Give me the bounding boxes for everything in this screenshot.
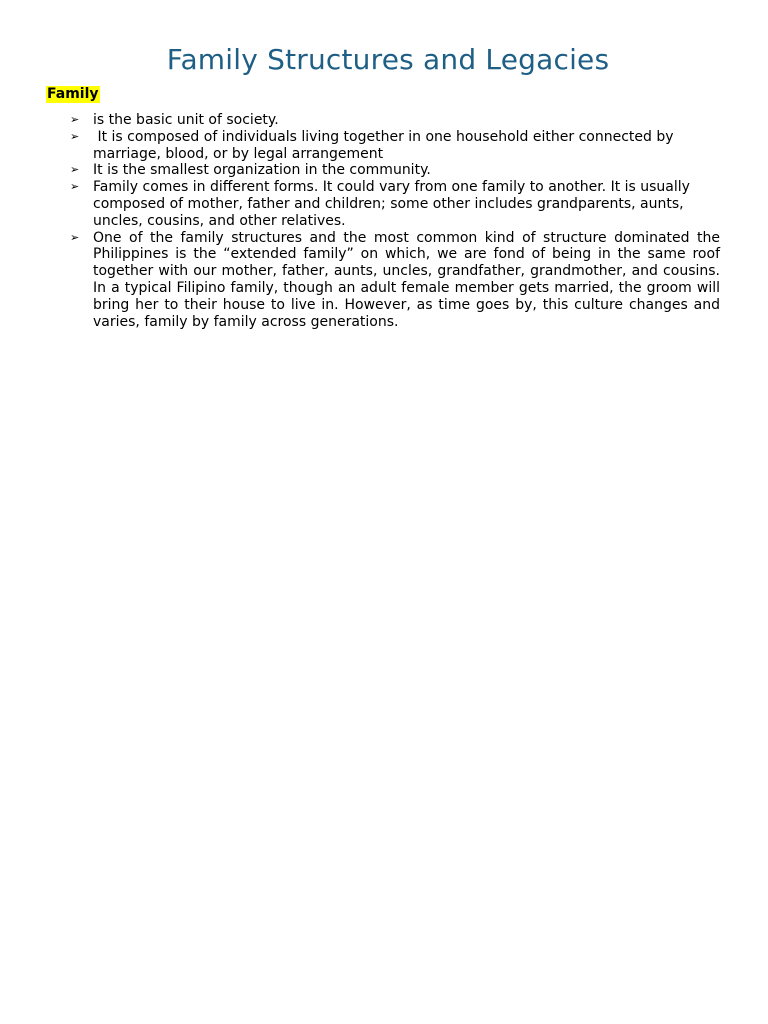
arrowhead-bullet-icon: ➢ [70, 129, 80, 143]
arrowhead-bullet-icon: ➢ [70, 230, 80, 244]
list-item-text: It is the smallest organization in the community. [93, 162, 431, 179]
arrowhead-bullet-icon: ➢ [70, 163, 80, 177]
list-item [70, 230, 720, 331]
list-item-text: It is composed of individuals living together in one household either connected by marriage, blood, or by legal arrangement [93, 128, 678, 162]
section-heading-family: Family [47, 86, 99, 102]
list-item [70, 129, 720, 163]
list-item [70, 162, 720, 179]
list-item-text: One of the family structures and the most common kind of structure dominated the Philippines is the “extended family” on which, we are fond of being in the same roof together with our mother, father, aunts, uncles, grandfather, grandmother, and cousins. In a typical Filipino family, though an adult female member gets married, the groom will bring her to their house to live in. However, as time goes by, this culture changes and varies, family by family across generations. [93, 229, 720, 330]
arrowhead-bullet-icon: ➢ [70, 113, 80, 126]
list-item [70, 179, 720, 229]
arrowhead-bullet-icon: ➢ [70, 180, 80, 194]
page-title: Family Structures and Legacies [166, 43, 610, 76]
bullet-list [70, 112, 720, 330]
list-item-text: Family comes in different forms. It could vary from one family to another. It is usually composed of mother, father and children; some other includes grandparents, aunts, uncles, cousins, and other relatives. [93, 179, 690, 229]
list-item-text: is the basic unit of society. [93, 112, 279, 128]
list-item [70, 112, 720, 129]
